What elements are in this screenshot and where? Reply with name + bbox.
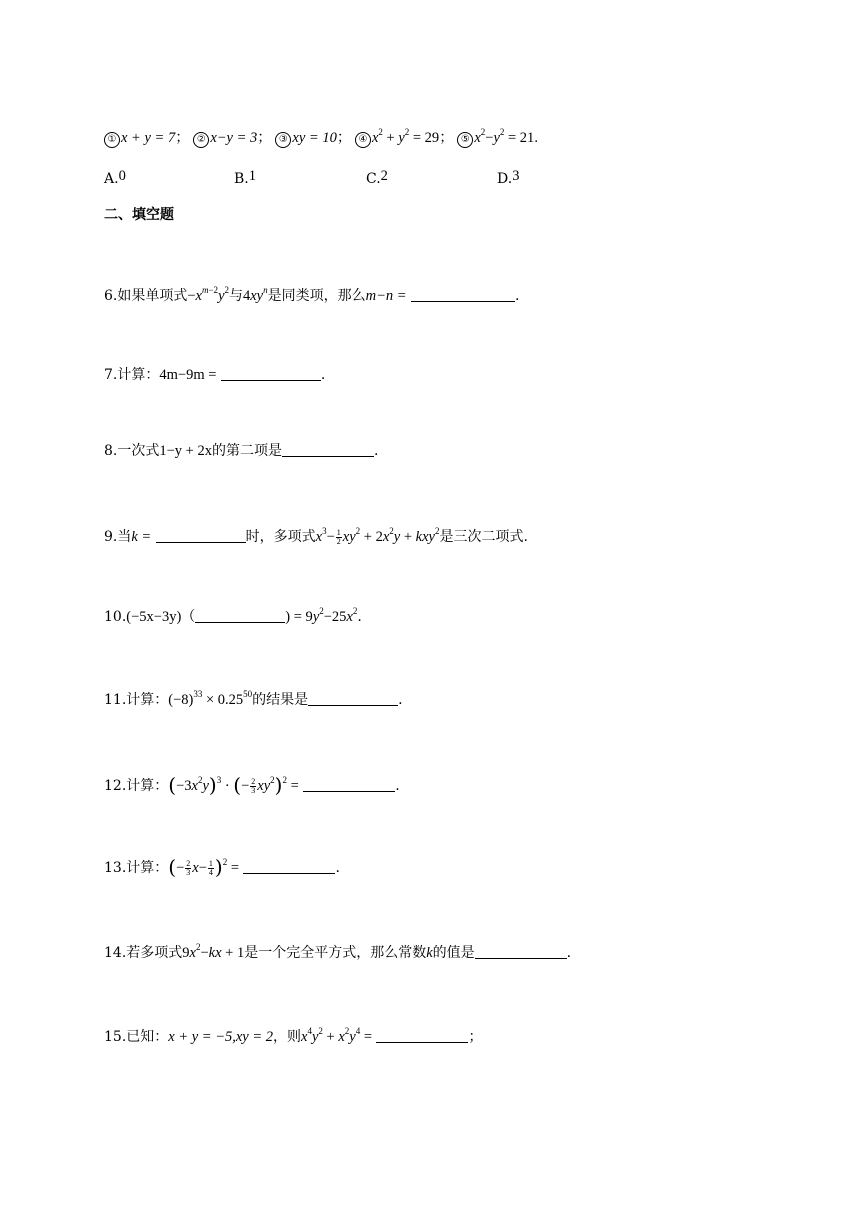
option-c-value: 2 xyxy=(380,168,388,184)
answer-blank[interactable] xyxy=(475,944,567,959)
question-7 xyxy=(104,365,325,385)
polynomial: $x^3-$ $\frac{1}{2}$ $xy^2 + 2x^2y + kxy^2$ xyxy=(315,526,440,547)
question-text: ，则 xyxy=(273,1029,302,1045)
question-text: 与 xyxy=(229,288,243,304)
section-title: 二、填空题 xyxy=(104,207,174,223)
question-text: 是一个完全平方式，那么常数 xyxy=(244,945,427,961)
expression: (−5x−3y) xyxy=(126,609,182,625)
option-b-label: B. xyxy=(234,171,249,187)
option-b-value: 1 xyxy=(248,168,256,184)
question-number: 6. xyxy=(104,288,118,304)
fraction-two-thirds: $\frac{2}{3}$ xyxy=(251,777,256,796)
period: . xyxy=(398,692,403,708)
circle-number-5: ⑤ xyxy=(457,132,473,148)
separator: ； xyxy=(336,130,352,146)
question-text: 如果单项式 xyxy=(117,288,188,304)
option-a-label: A. xyxy=(104,171,119,187)
question-number: 15. xyxy=(104,1029,127,1045)
statements-line xyxy=(104,128,538,148)
monomial-2: $4xy^n$ xyxy=(243,285,268,304)
fraction-one-half: $\frac{1}{2}$ xyxy=(336,528,341,547)
paren-close: ) xyxy=(285,609,291,625)
question-number: 8. xyxy=(104,443,118,459)
question-text: 的结果是 xyxy=(252,692,309,708)
option-d-value: 3 xyxy=(512,168,520,184)
question-9 xyxy=(104,527,528,547)
semicolon: ； xyxy=(468,1029,483,1045)
question-12 xyxy=(104,775,400,796)
question-text: 计算： xyxy=(126,860,169,876)
question-text: 当 xyxy=(117,529,132,545)
question-text: 时，多项式 xyxy=(245,529,316,545)
monomial-1: $-x^{m-2}y^2$ xyxy=(187,285,229,304)
expression: $x^4y^2 + x^2y^4$ = xyxy=(301,1026,373,1045)
question-text: 是同类项，那么 xyxy=(267,288,366,304)
period: . xyxy=(515,288,520,304)
option-d[interactable] xyxy=(497,168,519,187)
statement-4-expr: $x^2 + y^2 = 29$ xyxy=(371,127,440,146)
circle-number-4: ④ xyxy=(355,132,371,148)
option-a[interactable] xyxy=(104,168,126,187)
separator: ； xyxy=(257,130,272,146)
expression: m−n = xyxy=(365,288,407,304)
period: . xyxy=(373,443,379,459)
option-c[interactable] xyxy=(366,168,388,187)
question-10 xyxy=(104,607,362,627)
expression: k = xyxy=(131,529,152,545)
period: . xyxy=(566,945,572,961)
answer-blank[interactable] xyxy=(303,777,395,792)
statement-2-expr: x−y = 3 xyxy=(210,130,258,146)
question-number: 14. xyxy=(104,945,127,961)
question-15 xyxy=(104,1027,482,1047)
question-text: 计算： xyxy=(126,778,169,794)
question-8 xyxy=(104,441,378,461)
question-text: 是三次二项式 xyxy=(439,529,524,545)
expression: 1−y + 2x xyxy=(159,443,212,459)
condition-expr: x + y = −5,xy = 2 xyxy=(168,1029,274,1045)
question-number: 9. xyxy=(104,529,118,545)
separator: ； xyxy=(175,130,190,146)
question-text: 的第二项是 xyxy=(211,443,282,459)
answer-blank[interactable] xyxy=(195,608,285,623)
question-11 xyxy=(104,690,403,710)
question-number: 12. xyxy=(104,778,127,794)
fraction-one-quarter: $\frac{1}{4}$ xyxy=(208,859,213,878)
circle-number-3: ③ xyxy=(275,132,291,148)
option-d-label: D. xyxy=(497,171,513,187)
question-number: 13. xyxy=(104,860,127,876)
question-number: 7. xyxy=(104,367,118,383)
expression: (− $\frac{2}{3}$ x− $\frac{1}{4}$ )$^2$ = xyxy=(168,855,240,879)
statement-1-expr: x + y = 7 xyxy=(121,130,176,146)
option-a-value: 0 xyxy=(118,168,126,184)
question-13 xyxy=(104,857,340,878)
option-b[interactable] xyxy=(234,168,256,187)
answer-blank[interactable] xyxy=(308,691,398,706)
question-14 xyxy=(104,943,571,963)
circle-number-1: ① xyxy=(104,132,120,148)
question-number: 10. xyxy=(104,609,127,625)
period: . xyxy=(395,778,400,794)
question-text: 的值是 xyxy=(432,945,475,961)
period: . xyxy=(335,860,340,876)
answer-blank[interactable] xyxy=(411,287,515,302)
expression: 4m−9m = xyxy=(159,367,217,383)
answer-blank[interactable] xyxy=(282,442,374,457)
statement-5-expr: $x^2-y^2 = 21$ xyxy=(474,127,535,146)
question-text: 若多项式 xyxy=(126,945,183,961)
separator: ； xyxy=(439,130,454,146)
constant-k: k xyxy=(426,945,433,961)
circle-number-2: ② xyxy=(193,132,209,148)
expression: $(-8)^{33} \times 0.25^{50}$ xyxy=(168,689,253,708)
question-text: 已知： xyxy=(126,1029,169,1045)
question-number: 11. xyxy=(104,692,127,708)
fraction-two-thirds: $\frac{2}{3}$ xyxy=(186,859,191,878)
result-expr: = $9y^2-25x^2$ xyxy=(290,606,358,625)
answer-blank[interactable] xyxy=(156,528,246,543)
question-text: 一次式 xyxy=(117,443,160,459)
period: . xyxy=(534,130,538,146)
expression: $(-3x^2y)^3$ · (− $\frac{2}{3}$ $xy^2)^2$ = xyxy=(168,773,299,797)
answer-blank[interactable] xyxy=(243,859,335,874)
period: . xyxy=(357,609,362,625)
statement-3-expr: xy = 10 xyxy=(292,130,337,146)
polynomial: $9x^2-kx + 1$ xyxy=(182,942,245,961)
answer-blank[interactable] xyxy=(376,1028,468,1043)
question-text: 计算： xyxy=(126,692,169,708)
period: . xyxy=(320,367,326,383)
answer-blank[interactable] xyxy=(221,366,321,381)
paren-open: （ xyxy=(181,609,196,625)
question-6 xyxy=(104,286,519,306)
question-text: 计算： xyxy=(117,367,160,383)
option-c-label: C. xyxy=(366,171,381,187)
period: . xyxy=(523,529,528,545)
